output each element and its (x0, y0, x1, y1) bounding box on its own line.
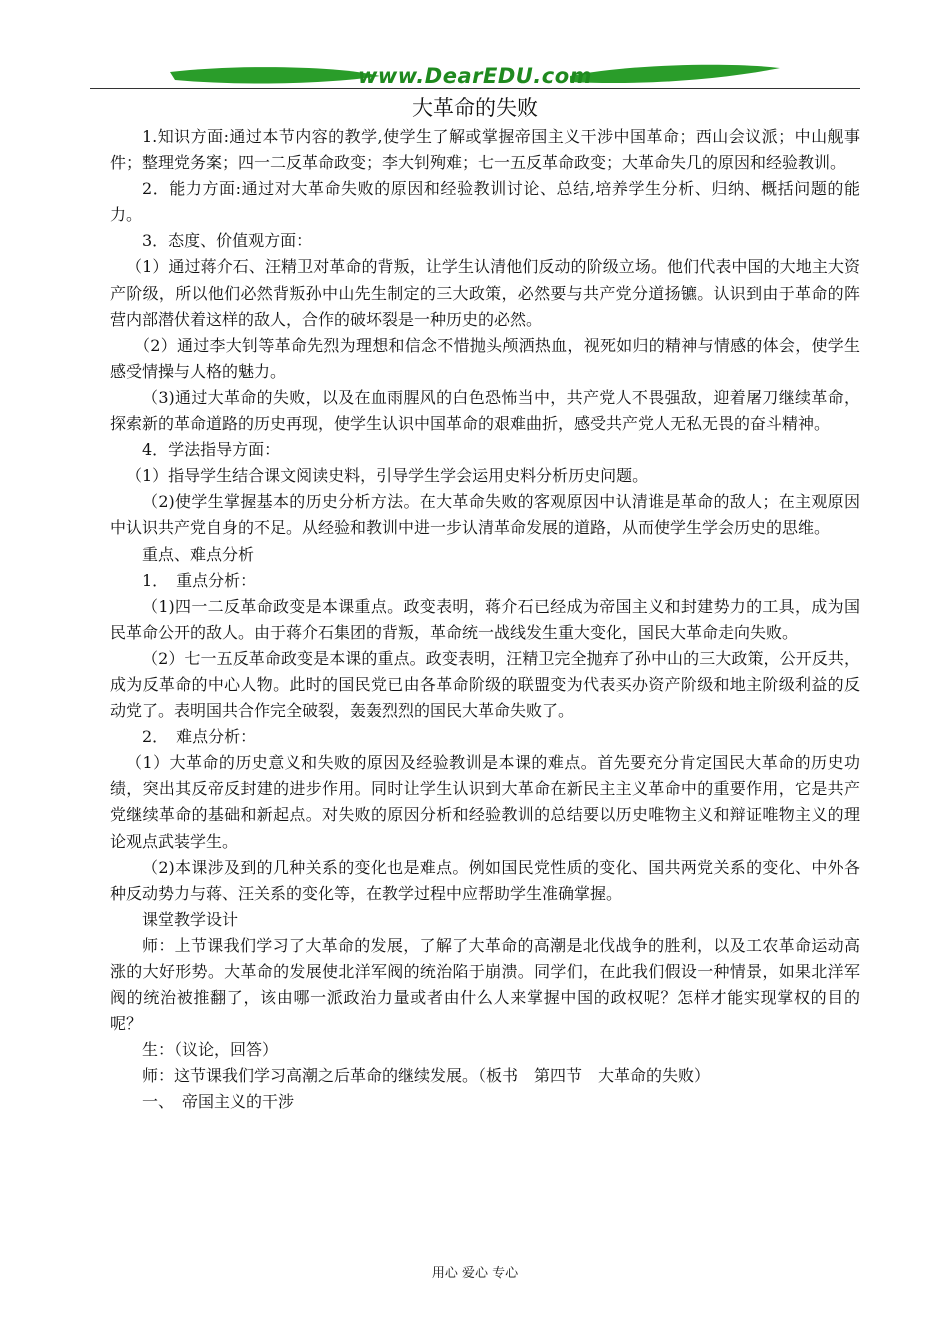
paragraph: （1)四一二反革命政变是本课重点。政变表明，蒋介石已经成为帝国主义和封建势力的工具，成为国民革命公开的敌人。由于蒋介石集团的背叛，革命统一战线发生重大变化，国民大革命走向失败。 (110, 596, 860, 642)
paragraph: 1． 重点分析： (142, 570, 257, 590)
paragraph: 1.知识方面:通过本节内容的教学,使学生了解或掌握帝国主义干涉中国革命；西山会议派；中山舰事件；整理党务案；四一二反革命政变；李大钊殉难；七一五反革命政变；大革命失几的原因和经验教训。 (110, 127, 860, 173)
page-footer: 用心 爱心 专心 (431, 1266, 519, 1281)
section-heading: 重点、难点分析 (142, 544, 255, 564)
header-divider (90, 88, 860, 89)
paragraph: （1）大革命的历史意义和失败的原因及经验教训是本课的难点。首先要充分肯定国民大革命的历史功绩，突出其反帝反封建的进步作用。同时让学生认识到大革命在新民主主义革命中的重要作用，它是共产党继续革命的基础和新起点。对失败的原因分析和经验教训的总结要以历史唯物主义和辩证唯物主义的理论观点武装学生。 (110, 753, 860, 851)
paragraph: 2．能力方面:通过对大革命失败的原因和经验教训讨论、总结,培养学生分析、归纳、概括问题的能力。 (110, 179, 860, 225)
paragraph: 2． 难点分析： (142, 727, 257, 747)
paragraph: 师：这节课我们学习高潮之后革命的继续发展。（板书 第四节 大革命的失败） (142, 1066, 711, 1086)
paragraph: （2）七一五反革命政变是本课的重点。政变表明，汪精卫完全抛弃了孙中山的三大政策，公开反共，成为反革命的中心人物。此时的国民党已由各革命阶级的联盟变为代表买办资产阶级和地主阶级利益的反动党了。表明国共合作完全破裂，轰轰烈烈的国民大革命失败了。 (110, 648, 860, 721)
paragraph: （2)本课涉及到的几种关系的变化也是难点。例如国民党性质的变化、国共两党关系的变化、中外各种反动势力与蒋、汪关系的变化等，在教学过程中应帮助学生准确掌握。 (110, 857, 860, 903)
paragraph: 生：（议论，回答） (142, 1040, 279, 1060)
paragraph: 4．学法指导方面： (142, 440, 281, 460)
paragraph: （1）指导学生结合课文阅读史料，引导学生学会运用史料分析历史问题。 (126, 466, 649, 486)
document-title: 大革命的失败 (412, 96, 538, 120)
paragraph: （3)通过大革命的失败，以及在血雨腥风的白色恐怖当中，共产党人不畏强敌，迎着屠刀继续革命，探索新的革命道路的历史再现，使学生认识中国革命的艰难曲折，感受共产党人无私无畏的奋斗精神。 (110, 387, 860, 434)
section-heading: 一、 帝国主义的干涉 (142, 1092, 295, 1112)
document-body (110, 124, 860, 1116)
paragraph: （2)使学生掌握基本的历史分析方法。在大革命失败的客观原因中认清谁是革命的敌人；在主观原因中认识共产党自身的不足。从经验和教训中进一步认清革命发展的道路，从而使学生学会历史的思维。 (110, 492, 860, 538)
paragraph: 师：上节课我们学习了大革命的发展，了解了大革命的高潮是北伐战争的胜利，以及工农革命运动高涨的大好形势。大革命的发展使北洋军阀的统治陷于崩溃。同学们，在此我们假设一种情景，如果北洋军阀的统治被推翻了，该由哪一派政治力量或者由什么人来掌握中国的政权呢？怎样才能实现掌权的目的呢？ (110, 935, 860, 1034)
section-heading: 课堂教学设计 (142, 909, 239, 929)
site-logo-text[interactable]: www.DearEDU.com (357, 64, 593, 88)
paragraph: （2）通过李大钊等革命先烈为理想和信念不惜抛头颅洒热血，视死如归的精神与情感的体会，使学生感受情操与人格的魅力。 (110, 335, 860, 381)
paragraph: （1）通过蒋介石、汪精卫对革命的背叛，让学生认清他们反动的阶级立场。他们代表中国的大地主大资产阶级，所以他们必然背叛孙中山先生制定的三大政策，必然要与共产党分道扬镳。认识到由于革命的阵营内部潜伏着这样的敌人，合作的破坏裂是一种历史的必然。 (110, 257, 860, 329)
paragraph: 3．态度、价值观方面： (142, 231, 313, 251)
